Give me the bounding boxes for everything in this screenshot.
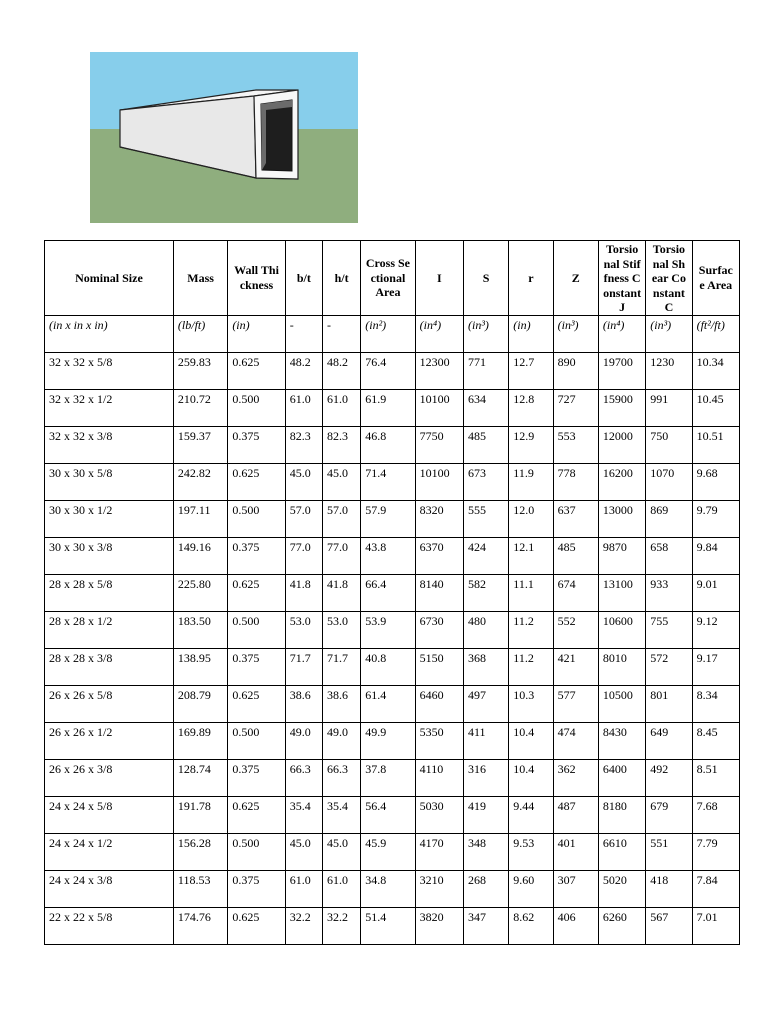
table-row <box>45 796 740 833</box>
table-cell: 49.0 <box>285 722 322 759</box>
table-cell: 0.375 <box>228 537 285 574</box>
header-s: S <box>463 241 508 316</box>
table-cell: 0.625 <box>228 352 285 389</box>
table-cell: 9.12 <box>692 611 739 648</box>
table-cell: 35.4 <box>322 796 360 833</box>
table-row <box>45 833 740 870</box>
table-cell: 6260 <box>598 907 645 944</box>
table-cell: 679 <box>646 796 692 833</box>
table-cell: 9.01 <box>692 574 739 611</box>
table-cell: 71.7 <box>322 648 360 685</box>
table-cell: 567 <box>646 907 692 944</box>
table-row <box>45 907 740 944</box>
table-cell: 933 <box>646 574 692 611</box>
table-cell: 0.625 <box>228 907 285 944</box>
table-cell: 57.0 <box>285 500 322 537</box>
table-cell: 8.62 <box>509 907 553 944</box>
header-r: r <box>509 241 553 316</box>
table-cell: 46.8 <box>361 426 415 463</box>
table-cell: 577 <box>553 685 598 722</box>
header-torsional-stiffness: Torsional Stiffness Constant J <box>598 241 645 316</box>
table-cell: 82.3 <box>322 426 360 463</box>
table-cell: 61.0 <box>285 870 322 907</box>
nominal-size-cell: 28 x 28 x 1/2 <box>45 611 174 648</box>
table-cell: 8.34 <box>692 685 739 722</box>
nominal-size-cell: 32 x 32 x 3/8 <box>45 426 174 463</box>
table-cell: 169.89 <box>173 722 227 759</box>
table-cell: 32.2 <box>322 907 360 944</box>
table-cell: 48.2 <box>322 352 360 389</box>
table-cell: 6460 <box>415 685 463 722</box>
table-cell: 51.4 <box>361 907 415 944</box>
table-cell: 61.0 <box>322 870 360 907</box>
table-cell: 118.53 <box>173 870 227 907</box>
table-cell: 658 <box>646 537 692 574</box>
table-cell: 6610 <box>598 833 645 870</box>
header-row <box>45 241 740 316</box>
table-cell: 7750 <box>415 426 463 463</box>
table-cell: 347 <box>463 907 508 944</box>
nominal-size-cell: 26 x 26 x 1/2 <box>45 722 174 759</box>
table-cell: 13100 <box>598 574 645 611</box>
nominal-size-cell: 24 x 24 x 3/8 <box>45 870 174 907</box>
header-z: Z <box>553 241 598 316</box>
table-cell: 480 <box>463 611 508 648</box>
table-row <box>45 685 740 722</box>
table-cell: 401 <box>553 833 598 870</box>
header-b-t: b/t <box>285 241 322 316</box>
table-row <box>45 870 740 907</box>
table-cell: 191.78 <box>173 796 227 833</box>
unit-cell: (in) <box>228 315 285 352</box>
table-cell: 10.4 <box>509 759 553 796</box>
nominal-size-cell: 28 x 28 x 3/8 <box>45 648 174 685</box>
table-cell: 424 <box>463 537 508 574</box>
table-cell: 9.44 <box>509 796 553 833</box>
hollow-section-illustration <box>90 52 358 223</box>
table-cell: 8430 <box>598 722 645 759</box>
table-cell: 242.82 <box>173 463 227 500</box>
table-cell: 5150 <box>415 648 463 685</box>
table-cell: 56.4 <box>361 796 415 833</box>
nominal-size-cell: 30 x 30 x 3/8 <box>45 537 174 574</box>
table-cell: 128.74 <box>173 759 227 796</box>
table-cell: 12.9 <box>509 426 553 463</box>
table-cell: 771 <box>463 352 508 389</box>
units-row <box>45 315 740 352</box>
table-cell: 71.4 <box>361 463 415 500</box>
unit-cell: (in⁴) <box>415 315 463 352</box>
table-cell: 727 <box>553 389 598 426</box>
table-cell: 225.80 <box>173 574 227 611</box>
table-cell: 174.76 <box>173 907 227 944</box>
table-row <box>45 648 740 685</box>
table-cell: 43.8 <box>361 537 415 574</box>
table-cell: 45.0 <box>322 833 360 870</box>
table-cell: 156.28 <box>173 833 227 870</box>
table-cell: 485 <box>553 537 598 574</box>
table-cell: 778 <box>553 463 598 500</box>
table-cell: 0.375 <box>228 426 285 463</box>
table-cell: 71.7 <box>285 648 322 685</box>
unit-cell: (in x in x in) <box>45 315 174 352</box>
table-cell: 149.16 <box>173 537 227 574</box>
table-cell: 418 <box>646 870 692 907</box>
table-cell: 34.8 <box>361 870 415 907</box>
table-row <box>45 611 740 648</box>
table-cell: 10100 <box>415 389 463 426</box>
table-cell: 4170 <box>415 833 463 870</box>
table-cell: 9.79 <box>692 500 739 537</box>
table-cell: 9870 <box>598 537 645 574</box>
table-cell: 66.3 <box>285 759 322 796</box>
table-cell: 869 <box>646 500 692 537</box>
table-cell: 0.500 <box>228 389 285 426</box>
unit-cell: (in⁴) <box>598 315 645 352</box>
unit-cell: (in) <box>509 315 553 352</box>
table-cell: 419 <box>463 796 508 833</box>
table-row <box>45 389 740 426</box>
table-cell: 77.0 <box>322 537 360 574</box>
table-cell: 0.375 <box>228 759 285 796</box>
table-cell: 210.72 <box>173 389 227 426</box>
nominal-size-cell: 22 x 22 x 5/8 <box>45 907 174 944</box>
table-cell: 8320 <box>415 500 463 537</box>
table-cell: 3820 <box>415 907 463 944</box>
table-cell: 7.84 <box>692 870 739 907</box>
table-cell: 4110 <box>415 759 463 796</box>
header-nominal-size: Nominal Size <box>45 241 174 316</box>
table-cell: 5020 <box>598 870 645 907</box>
table-row <box>45 759 740 796</box>
table-cell: 362 <box>553 759 598 796</box>
table-cell: 45.0 <box>285 833 322 870</box>
table-cell: 6730 <box>415 611 463 648</box>
table-cell: 8010 <box>598 648 645 685</box>
table-cell: 12.7 <box>509 352 553 389</box>
table-cell: 10100 <box>415 463 463 500</box>
table-cell: 38.6 <box>322 685 360 722</box>
table-cell: 0.375 <box>228 870 285 907</box>
table-cell: 48.2 <box>285 352 322 389</box>
table-cell: 10.34 <box>692 352 739 389</box>
unit-cell: (ft²/ft) <box>692 315 739 352</box>
table-cell: 183.50 <box>173 611 227 648</box>
header-surface-area: Surface Area <box>692 241 739 316</box>
table-cell: 57.9 <box>361 500 415 537</box>
header-h-t: h/t <box>322 241 360 316</box>
table-cell: 8180 <box>598 796 645 833</box>
table-cell: 45.0 <box>322 463 360 500</box>
nominal-size-cell: 24 x 24 x 5/8 <box>45 796 174 833</box>
table-cell: 61.0 <box>285 389 322 426</box>
unit-cell: (in³) <box>463 315 508 352</box>
table-cell: 138.95 <box>173 648 227 685</box>
table-cell: 8.51 <box>692 759 739 796</box>
nominal-size-cell: 32 x 32 x 5/8 <box>45 352 174 389</box>
table-cell: 474 <box>553 722 598 759</box>
table-cell: 553 <box>553 426 598 463</box>
table-cell: 3210 <box>415 870 463 907</box>
table-cell: 259.83 <box>173 352 227 389</box>
table-cell: 49.0 <box>322 722 360 759</box>
table-cell: 634 <box>463 389 508 426</box>
table-cell: 1070 <box>646 463 692 500</box>
nominal-size-cell: 26 x 26 x 5/8 <box>45 685 174 722</box>
table-cell: 421 <box>553 648 598 685</box>
table-row <box>45 574 740 611</box>
table-cell: 6400 <box>598 759 645 796</box>
table-cell: 53.9 <box>361 611 415 648</box>
table-cell: 497 <box>463 685 508 722</box>
table-cell: 41.8 <box>285 574 322 611</box>
table-cell: 66.3 <box>322 759 360 796</box>
table-row <box>45 426 740 463</box>
unit-cell: (in³) <box>646 315 692 352</box>
table-row <box>45 352 740 389</box>
nominal-size-cell: 24 x 24 x 1/2 <box>45 833 174 870</box>
table-cell: 555 <box>463 500 508 537</box>
table-cell: 8140 <box>415 574 463 611</box>
table-cell: 307 <box>553 870 598 907</box>
table-cell: 45.9 <box>361 833 415 870</box>
table-cell: 10500 <box>598 685 645 722</box>
table-row <box>45 722 740 759</box>
table-cell: 7.68 <box>692 796 739 833</box>
table-cell: 487 <box>553 796 598 833</box>
table-cell: 35.4 <box>285 796 322 833</box>
table-cell: 11.2 <box>509 648 553 685</box>
table-cell: 197.11 <box>173 500 227 537</box>
table-cell: 82.3 <box>285 426 322 463</box>
table-cell: 61.4 <box>361 685 415 722</box>
table-cell: 649 <box>646 722 692 759</box>
table-cell: 11.1 <box>509 574 553 611</box>
table-cell: 32.2 <box>285 907 322 944</box>
hss-properties-table <box>44 240 740 945</box>
table-cell: 0.500 <box>228 722 285 759</box>
table-cell: 10.3 <box>509 685 553 722</box>
table-cell: 268 <box>463 870 508 907</box>
table-cell: 15900 <box>598 389 645 426</box>
table-cell: 0.500 <box>228 500 285 537</box>
table-cell: 12.8 <box>509 389 553 426</box>
header-wall-thickness: Wall Thickness <box>228 241 285 316</box>
table-row <box>45 463 740 500</box>
table-cell: 368 <box>463 648 508 685</box>
table-cell: 1230 <box>646 352 692 389</box>
table-cell: 0.500 <box>228 833 285 870</box>
table-cell: 0.625 <box>228 796 285 833</box>
table-cell: 66.4 <box>361 574 415 611</box>
header-cross-sectional-area: Cross Sectional Area <box>361 241 415 316</box>
table-cell: 159.37 <box>173 426 227 463</box>
table-cell: 12300 <box>415 352 463 389</box>
table-cell: 673 <box>463 463 508 500</box>
table-cell: 316 <box>463 759 508 796</box>
table-cell: 552 <box>553 611 598 648</box>
nominal-size-cell: 26 x 26 x 3/8 <box>45 759 174 796</box>
table-cell: 801 <box>646 685 692 722</box>
table-cell: 572 <box>646 648 692 685</box>
table-cell: 61.0 <box>322 389 360 426</box>
table-cell: 10.45 <box>692 389 739 426</box>
table-cell: 77.0 <box>285 537 322 574</box>
table-cell: 750 <box>646 426 692 463</box>
nominal-size-cell: 32 x 32 x 1/2 <box>45 389 174 426</box>
table-cell: 9.60 <box>509 870 553 907</box>
table-cell: 551 <box>646 833 692 870</box>
table-cell: 10.51 <box>692 426 739 463</box>
table-cell: 492 <box>646 759 692 796</box>
table-cell: 37.8 <box>361 759 415 796</box>
table-cell: 5350 <box>415 722 463 759</box>
table-cell: 406 <box>553 907 598 944</box>
unit-cell: - <box>322 315 360 352</box>
table-cell: 9.68 <box>692 463 739 500</box>
table-row <box>45 537 740 574</box>
nominal-size-cell: 28 x 28 x 5/8 <box>45 574 174 611</box>
table-cell: 12000 <box>598 426 645 463</box>
nominal-size-cell: 30 x 30 x 5/8 <box>45 463 174 500</box>
table-cell: 208.79 <box>173 685 227 722</box>
table-cell: 41.8 <box>322 574 360 611</box>
table-cell: 0.625 <box>228 463 285 500</box>
table-cell: 49.9 <box>361 722 415 759</box>
table-cell: 7.01 <box>692 907 739 944</box>
table-cell: 13000 <box>598 500 645 537</box>
table-cell: 11.9 <box>509 463 553 500</box>
table-cell: 40.8 <box>361 648 415 685</box>
table-cell: 19700 <box>598 352 645 389</box>
table-cell: 11.2 <box>509 611 553 648</box>
table-cell: 53.0 <box>285 611 322 648</box>
table-cell: 61.9 <box>361 389 415 426</box>
table-cell: 637 <box>553 500 598 537</box>
table-cell: 755 <box>646 611 692 648</box>
table-cell: 991 <box>646 389 692 426</box>
table-cell: 582 <box>463 574 508 611</box>
table-row <box>45 500 740 537</box>
table-cell: 16200 <box>598 463 645 500</box>
table-cell: 9.84 <box>692 537 739 574</box>
table-cell: 0.500 <box>228 611 285 648</box>
table-cell: 8.45 <box>692 722 739 759</box>
table-cell: 10.4 <box>509 722 553 759</box>
table-cell: 9.53 <box>509 833 553 870</box>
table-cell: 348 <box>463 833 508 870</box>
table-cell: 485 <box>463 426 508 463</box>
table-cell: 12.0 <box>509 500 553 537</box>
table-cell: 6370 <box>415 537 463 574</box>
header-torsional-shear: Torsional Shear Constant C <box>646 241 692 316</box>
unit-cell: (in³) <box>553 315 598 352</box>
nominal-size-cell: 30 x 30 x 1/2 <box>45 500 174 537</box>
table-cell: 53.0 <box>322 611 360 648</box>
table-cell: 10600 <box>598 611 645 648</box>
table-cell: 674 <box>553 574 598 611</box>
header-i: I <box>415 241 463 316</box>
table-cell: 9.17 <box>692 648 739 685</box>
unit-cell: - <box>285 315 322 352</box>
table-cell: 0.625 <box>228 685 285 722</box>
table-cell: 45.0 <box>285 463 322 500</box>
header-mass: Mass <box>173 241 227 316</box>
unit-cell: (in²) <box>361 315 415 352</box>
table-cell: 57.0 <box>322 500 360 537</box>
table-cell: 0.625 <box>228 574 285 611</box>
table-cell: 411 <box>463 722 508 759</box>
unit-cell: (lb/ft) <box>173 315 227 352</box>
table-cell: 7.79 <box>692 833 739 870</box>
table-cell: 12.1 <box>509 537 553 574</box>
table-cell: 5030 <box>415 796 463 833</box>
table-cell: 76.4 <box>361 352 415 389</box>
table-cell: 890 <box>553 352 598 389</box>
table-cell: 0.375 <box>228 648 285 685</box>
table-cell: 38.6 <box>285 685 322 722</box>
